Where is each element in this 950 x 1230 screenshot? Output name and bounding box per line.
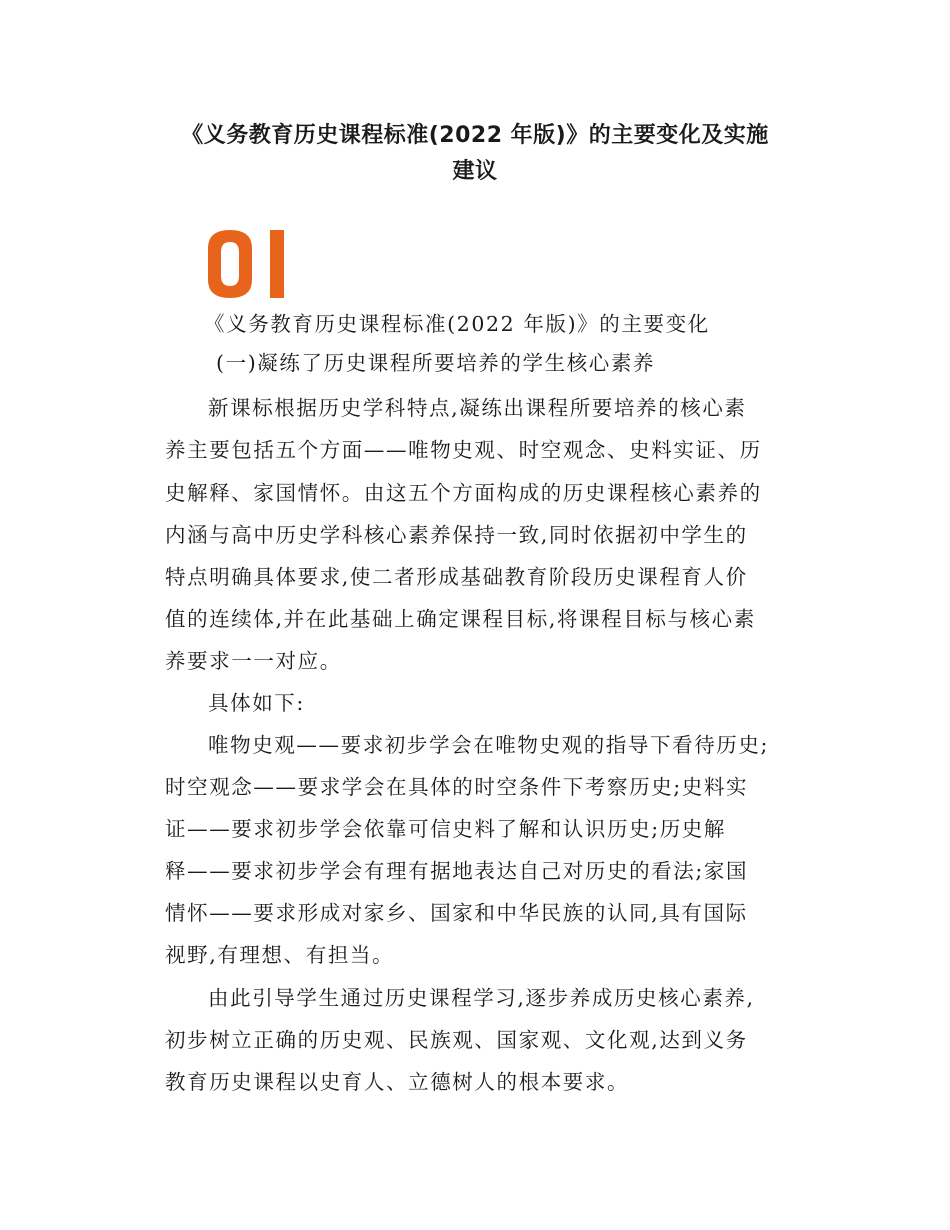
paragraph-1-line: 特点明确具体要求,使二者形成基础教育阶段历史课程育人价	[165, 565, 748, 589]
paragraph-3-line: 唯物史观——要求初步学会在唯物史观的指导下看待历史;	[208, 733, 770, 757]
paragraph-3-line: 证——要求初步学会依靠可信史料了解和认识历史;历史解	[165, 817, 727, 841]
section-number-digit-0	[208, 230, 252, 298]
paragraph-3-line: 释——要求初步学会有理有据地表达自己对历史的看法;家国	[165, 859, 749, 883]
paragraph-1-line: 养主要包括五个方面——唯物史观、时空观念、史料实证、历	[165, 438, 762, 462]
paragraph-3-line: 视野,有理想、有担当。	[165, 943, 395, 967]
section-heading: 《义务教育历史课程标准(2022 年版)》的主要变化	[204, 312, 710, 336]
paragraph-3-line: 时空观念——要求学会在具体的时空条件下考察历史;史料实	[165, 775, 749, 799]
paragraph-1-line: 内涵与高中历史学科核心素养保持一致,同时依据初中学生的	[165, 523, 748, 547]
paragraph-1-line: 养要求一一对应。	[165, 649, 342, 673]
document-title-line-1: 《义务教育历史课程标准(2022 年版)》的主要变化及实施	[181, 123, 769, 148]
paragraph-3-line: 情怀——要求形成对家乡、国家和中华民族的认同,具有国际	[165, 901, 748, 925]
document-title-line-2: 建议	[452, 159, 498, 184]
section-number-digit-1	[270, 230, 284, 298]
paragraph-2-line: 具体如下:	[208, 691, 305, 715]
paragraph-4-line: 教育历史课程以史育人、立德树人的根本要求。	[165, 1070, 630, 1094]
paragraph-1-line: 史解释、家国情怀。由这五个方面构成的历史课程核心素养的	[165, 481, 762, 505]
subheading: (一)凝练了历史课程所要培养的学生核心素养	[216, 351, 656, 375]
paragraph-1-line: 新课标根据历史学科特点,凝练出课程所要培养的核心素	[208, 396, 747, 420]
section-number-01	[204, 228, 294, 300]
paragraph-4-line: 初步树立正确的历史观、民族观、国家观、文化观,达到义务	[165, 1028, 748, 1052]
paragraph-4-line: 由此引导学生通过历史课程学习,逐步养成历史核心素养,	[208, 986, 755, 1010]
paragraph-1-line: 值的连续体,并在此基础上确定课程目标,将课程目标与核心素	[165, 607, 756, 631]
